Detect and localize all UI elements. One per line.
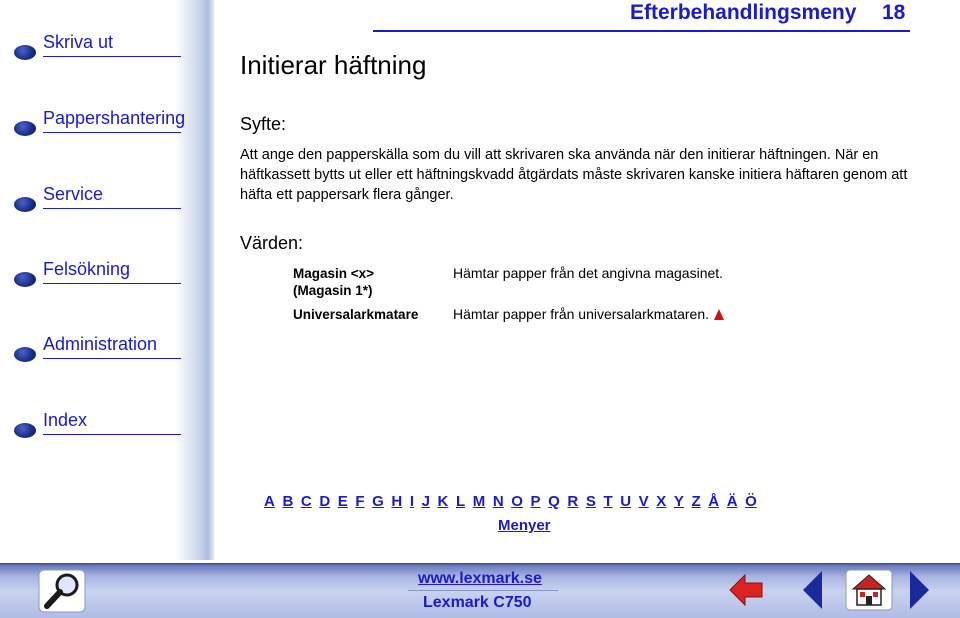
- value-description: [453, 306, 724, 323]
- alphabet-index-letter[interactable]: T: [603, 493, 613, 510]
- alphabet-index-letter[interactable]: Ä: [726, 493, 738, 510]
- sidebar-item-service[interactable]: [0, 176, 185, 216]
- page-title: Initierar häftning: [240, 50, 427, 80]
- syfte-heading: Syfte:: [240, 114, 287, 134]
- nav-bullet-icon: [14, 121, 36, 136]
- alphabet-index: [264, 493, 764, 510]
- alphabet-index-letter[interactable]: L: [455, 493, 466, 510]
- sidebar-item-label[interactable]: Skriva ut: [43, 32, 114, 52]
- alphabet-index-letter[interactable]: B: [282, 493, 294, 510]
- alphabet-index-letter[interactable]: J: [421, 493, 430, 510]
- value-name-line: Magasin <x>: [293, 266, 375, 281]
- sidebar-item-underline: [43, 208, 181, 209]
- alphabet-index-letter[interactable]: S: [585, 493, 596, 510]
- footer-divider: [408, 590, 558, 591]
- sidebar-item-pappershantering[interactable]: [0, 100, 185, 140]
- sidebar-item-underline: [43, 283, 181, 284]
- sidebar: [0, 0, 215, 560]
- alphabet-index-letter[interactable]: X: [656, 493, 667, 510]
- alphabet-index-letter[interactable]: A: [264, 493, 275, 510]
- alphabet-index-letter[interactable]: U: [620, 493, 632, 510]
- alphabet-index-letter[interactable]: F: [355, 493, 365, 510]
- alphabet-index-letter[interactable]: N: [492, 493, 504, 510]
- value-description-text: Hämtar papper från universalarkmataren.: [453, 306, 710, 322]
- alphabet-index-letter[interactable]: P: [530, 493, 541, 510]
- value-name: [293, 306, 418, 323]
- nav-bullet-icon: [14, 423, 36, 438]
- alphabet-index-letter[interactable]: H: [391, 493, 403, 510]
- nav-bullet-icon: [14, 197, 36, 212]
- alphabet-index-letter[interactable]: G: [372, 493, 384, 510]
- sidebar-item-felsokning[interactable]: [0, 251, 185, 291]
- sidebar-item-underline: [43, 434, 181, 435]
- syfte-paragraph: Att ange den papperskälla som du vill att skrivaren ska använda när den initierar häftningen. När en häftkassett bytts ut eller ett häftningskvadd åtgärdats måste skrivaren kanske initiera häftaren genom att häfta ett pappersark flera gånger.: [240, 147, 908, 203]
- sidebar-item-underline: [43, 132, 181, 133]
- alphabet-index-letter[interactable]: Ö: [745, 493, 757, 510]
- footer-bar: [0, 563, 960, 618]
- sidebar-item-administration[interactable]: [0, 326, 185, 366]
- blue-right-triangle-icon[interactable]: [906, 567, 932, 613]
- sidebar-item-label[interactable]: Index: [43, 410, 88, 430]
- varden-heading: Värden:: [240, 233, 304, 253]
- nav-bullet-icon: [14, 45, 36, 60]
- sidebar-item-label[interactable]: Felsökning: [43, 259, 131, 279]
- sidebar-item-label[interactable]: Pappershantering: [43, 108, 186, 128]
- nav-bullet-icon: [14, 347, 36, 362]
- value-description: Hämtar papper från det angivna magasinet.: [453, 265, 724, 281]
- magnifier-icon[interactable]: [38, 567, 88, 615]
- alphabet-index-letter[interactable]: Z: [691, 493, 701, 510]
- home-building-icon[interactable]: [845, 567, 893, 613]
- sidebar-item-label[interactable]: Administration: [43, 334, 158, 354]
- alphabet-index-letter[interactable]: R: [567, 493, 579, 510]
- value-name: [293, 265, 374, 299]
- alphabet-index-letter[interactable]: V: [638, 493, 649, 510]
- nav-bullet-icon: [14, 272, 36, 287]
- alphabet-index-letter[interactable]: Å: [708, 493, 720, 510]
- section-title: Efterbehandlingsmeny: [630, 1, 857, 24]
- sidebar-item-underline: [43, 56, 181, 57]
- value-name-line: (Magasin 1*): [293, 283, 373, 298]
- header-divider: [373, 30, 910, 32]
- blue-left-triangle-icon[interactable]: [800, 567, 826, 613]
- footer-url-link[interactable]: www.lexmark.se: [418, 570, 542, 587]
- value-name-line: Universalarkmatare: [293, 307, 419, 322]
- alphabet-index-letter[interactable]: Q: [548, 493, 560, 510]
- red-left-arrow-icon[interactable]: [728, 567, 764, 613]
- alphabet-index-letter[interactable]: M: [472, 493, 486, 510]
- alphabet-index-letter[interactable]: Y: [673, 493, 684, 510]
- menyer-link[interactable]: Menyer: [498, 517, 551, 534]
- alphabet-index-letter[interactable]: C: [300, 493, 312, 510]
- sidebar-item-underline: [43, 358, 181, 359]
- sidebar-item-skriva-ut[interactable]: [0, 24, 185, 64]
- page-number: 18: [882, 1, 906, 24]
- alphabet-index-letter[interactable]: K: [437, 493, 449, 510]
- sidebar-item-label[interactable]: Service: [43, 184, 104, 204]
- alphabet-index-letter[interactable]: E: [337, 493, 348, 510]
- alphabet-index-letter[interactable]: D: [319, 493, 331, 510]
- back-to-top-triangle-icon[interactable]: [714, 309, 724, 320]
- alphabet-index-letter[interactable]: I: [409, 493, 414, 510]
- sidebar-item-index[interactable]: [0, 402, 185, 442]
- footer-product-name: Lexmark C750: [423, 594, 532, 611]
- alphabet-index-letter[interactable]: O: [511, 493, 523, 510]
